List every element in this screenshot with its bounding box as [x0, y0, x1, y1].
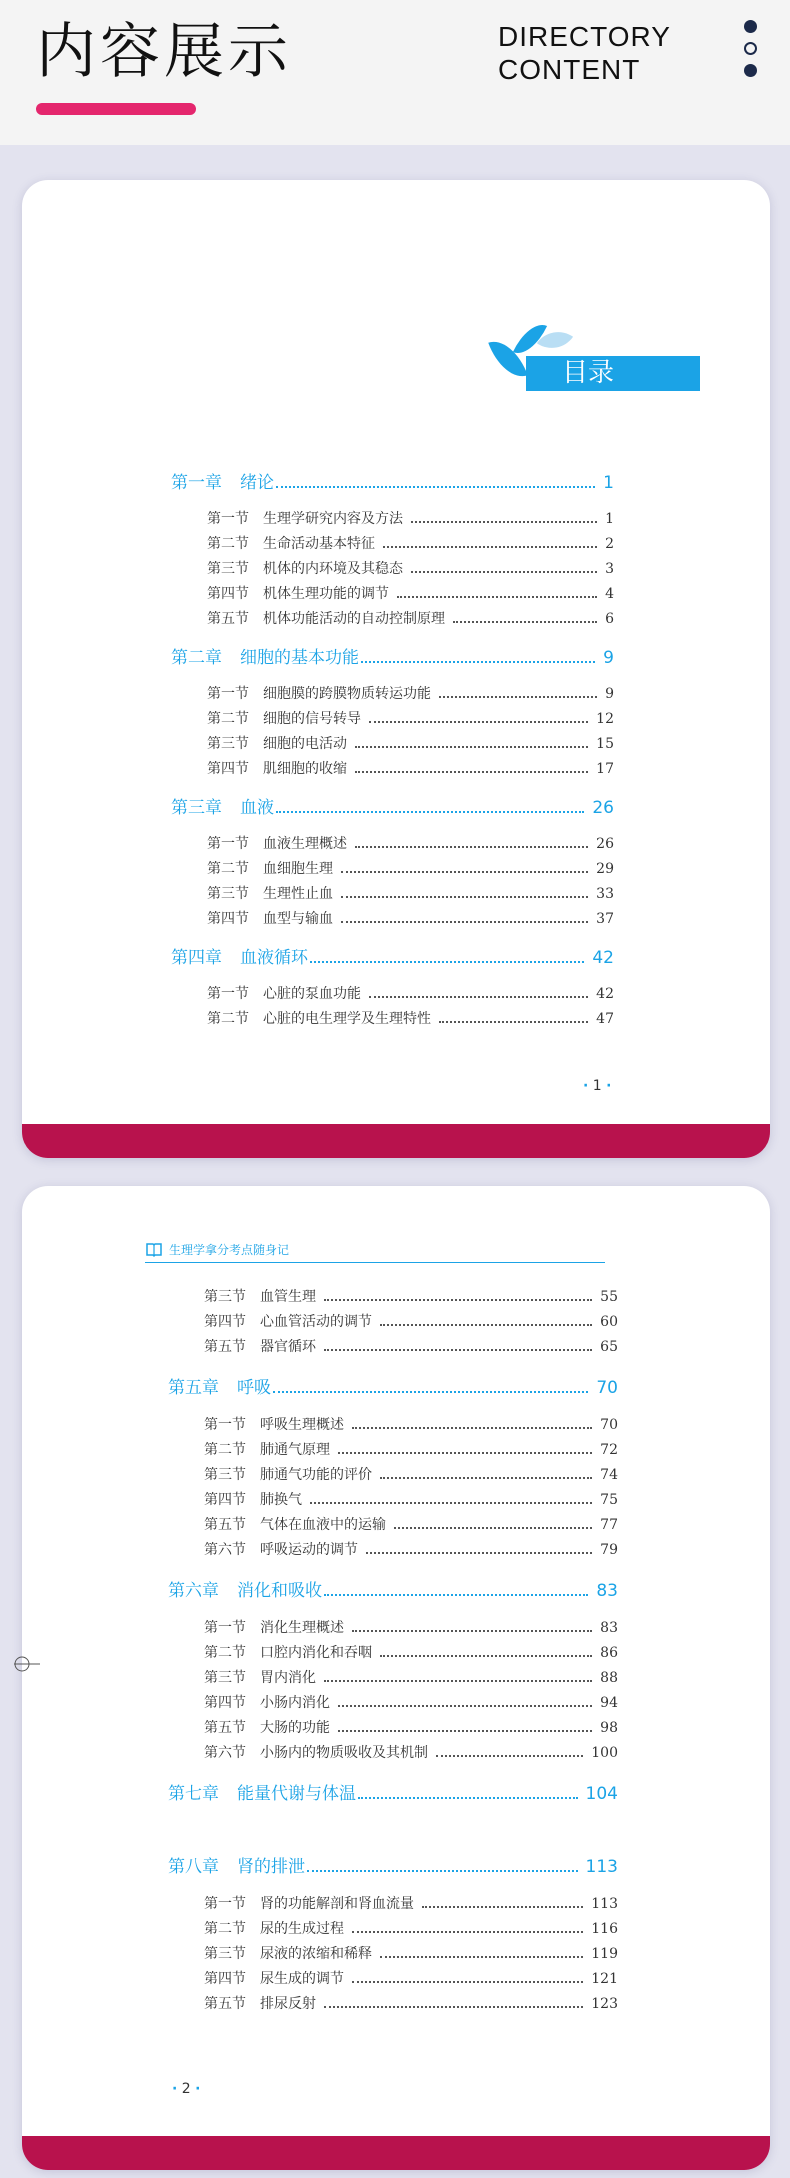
section-page: 17: [596, 761, 614, 777]
toc-section-row: [171, 832, 614, 857]
toc-section-row: [168, 1413, 618, 1438]
section-number: 第三节: [204, 1946, 246, 1962]
dot-leader: [380, 1324, 592, 1326]
dot-leader: [310, 1502, 592, 1504]
section-page: 74: [600, 1467, 618, 1483]
section-title: 消化生理概述: [260, 1620, 344, 1636]
dot-leader: [422, 1906, 583, 1908]
toc-section-row: [168, 1310, 618, 1335]
section-page: 65: [600, 1339, 618, 1355]
toc-section-row: [168, 1641, 618, 1666]
toc-section-row: [168, 1741, 618, 1766]
dot-leader: [338, 1705, 592, 1707]
section-number: 第四节: [204, 1695, 246, 1711]
toc-section-row: [171, 532, 614, 557]
toc-chapter-row: [171, 646, 614, 671]
running-head-text: 生理学拿分考点随身记: [169, 1243, 290, 1257]
chapter-title: 呼吸: [237, 1378, 271, 1398]
dot-leader: [369, 996, 588, 998]
section-title: 肾的功能解剖和肾血流量: [260, 1896, 414, 1912]
toc-section-row: [168, 1616, 618, 1641]
chapter-page: 113: [585, 1857, 618, 1877]
section-number: 第一节: [204, 1417, 246, 1433]
section-title: 心脏的电生理学及生理特性: [263, 1011, 431, 1027]
dot-leader: [358, 1797, 578, 1799]
section-title: 呼吸运动的调节: [260, 1542, 358, 1558]
section-number: 第三节: [207, 886, 249, 902]
dot-leader: [380, 1477, 592, 1479]
toc-section-row: [168, 1942, 618, 1967]
section-number: 第三节: [207, 736, 249, 752]
section-page: 29: [596, 861, 614, 877]
section-page: 72: [600, 1442, 618, 1458]
directory-label-line1: DIRECTORY: [498, 21, 671, 52]
toc-chapter-row: [168, 1855, 618, 1880]
section-page: 9: [605, 686, 614, 702]
chapter-number: 第二章: [171, 648, 222, 668]
dot-leader: [352, 1630, 592, 1632]
toc-heading: 目录: [562, 358, 615, 388]
toc-section-row: [168, 1666, 618, 1691]
chapter-title: 血液: [240, 798, 274, 818]
section-page: 113: [591, 1896, 618, 1912]
section-title: 小肠内消化: [260, 1695, 330, 1711]
page-number: · 1 ·: [583, 1078, 612, 1094]
dot-leader: [436, 1755, 583, 1757]
toc-section-row: [168, 1716, 618, 1741]
section-page: 94: [600, 1695, 618, 1711]
chapter-title: 细胞的基本功能: [240, 648, 359, 668]
section-page: 119: [591, 1946, 618, 1962]
directory-label: [498, 20, 671, 86]
section-title: 肺通气功能的评价: [260, 1467, 372, 1483]
chapter-title: 能量代谢与体温: [237, 1784, 356, 1804]
section-title: 口腔内消化和吞咽: [260, 1645, 372, 1661]
toc-section-row: [168, 1992, 618, 2017]
toc-gap: [168, 1360, 618, 1376]
section-page: 100: [591, 1745, 618, 1761]
toc-chapter-row: [171, 946, 614, 971]
toc-section-row: [168, 1967, 618, 1992]
dot-leader: [324, 1349, 592, 1351]
toc-section-row: [171, 607, 614, 632]
toc-section-row: [171, 857, 614, 882]
toc-gap: [171, 971, 614, 982]
chapter-page: 1: [603, 473, 614, 493]
section-title: 尿液的浓缩和稀释: [260, 1946, 372, 1962]
toc-chapter-row: [168, 1376, 618, 1401]
toc-section-row: [168, 1538, 618, 1563]
dot-hollow-icon: [744, 42, 757, 55]
toc-section-row: [171, 507, 614, 532]
toc-chapter-row: [168, 1579, 618, 1604]
section-page: 3: [605, 561, 614, 577]
section-title: 细胞膜的跨膜物质转运功能: [263, 686, 431, 702]
section-page: 6: [605, 611, 614, 627]
section-title: 肺换气: [260, 1492, 302, 1508]
title-underline: [36, 103, 196, 115]
section-page: 1: [605, 511, 614, 527]
toc-section-row: [171, 757, 614, 782]
section-page: 26: [596, 836, 614, 852]
toc-chapter-row: [171, 471, 614, 496]
dot-leader: [453, 621, 597, 623]
section-number: 第四节: [207, 911, 249, 927]
section-page: 60: [600, 1314, 618, 1330]
chapter-title: 血液循环: [240, 948, 308, 968]
chapter-page: 104: [585, 1784, 618, 1804]
dot-leader: [341, 921, 588, 923]
dot-leader: [324, 1299, 592, 1301]
section-title: 生理性止血: [263, 886, 333, 902]
toc-section-row: [171, 1007, 614, 1032]
chapter-page: 9: [603, 648, 614, 668]
dot-leader: [355, 771, 588, 773]
chapter-title: 消化和吸收: [237, 1581, 322, 1601]
section-number: 第五节: [204, 1996, 246, 2012]
toc-chapter-row: [171, 796, 614, 821]
section-page: 42: [596, 986, 614, 1002]
section-page: 55: [600, 1289, 618, 1305]
section-page: 83: [600, 1620, 618, 1636]
section-number: 第一节: [207, 836, 249, 852]
section-number: 第一节: [207, 511, 249, 527]
running-head-rule: [145, 1262, 605, 1263]
section-number: 第二节: [204, 1442, 246, 1458]
chapter-page: 26: [592, 798, 614, 818]
section-number: 第二节: [207, 536, 249, 552]
chapter-number: 第四章: [171, 948, 222, 968]
chapter-title: 绪论: [240, 473, 274, 493]
toc-section-row: [171, 982, 614, 1007]
section-number: 第三节: [207, 561, 249, 577]
section-page: 47: [596, 1011, 614, 1027]
dot-leader: [324, 2006, 583, 2008]
toc-section-row: [168, 1335, 618, 1360]
toc-section-row: [171, 707, 614, 732]
section-page: 70: [600, 1417, 618, 1433]
toc-section-row: [168, 1691, 618, 1716]
book-icon: [145, 1242, 163, 1258]
chapter-number: 第一章: [171, 473, 222, 493]
section-title: 心脏的泵血功能: [263, 986, 361, 1002]
toc-gap: [171, 671, 614, 682]
chapter-title: 肾的排泄: [237, 1857, 305, 1877]
toc-section-row: [168, 1285, 618, 1310]
dot-leader: [310, 961, 584, 963]
toc-gap: [168, 1839, 618, 1855]
section-number: 第二节: [207, 1011, 249, 1027]
section-page: 2: [605, 536, 614, 552]
section-number: 第四节: [204, 1492, 246, 1508]
chapter-number: 第三章: [171, 798, 222, 818]
toc-gap: [168, 1563, 618, 1579]
section-title: 血型与输血: [263, 911, 333, 927]
section-number: 第一节: [207, 686, 249, 702]
dot-leader: [411, 571, 597, 573]
toc-section-row: [171, 682, 614, 707]
section-number: 第二节: [204, 1921, 246, 1937]
section-page: 88: [600, 1670, 618, 1686]
toc-section-row: [168, 1892, 618, 1917]
toc-section-row: [168, 1488, 618, 1513]
section-title: 尿的生成过程: [260, 1921, 344, 1937]
toc-gap: [168, 1880, 618, 1892]
dot-icon: [744, 20, 757, 33]
toc-section-row: [168, 1917, 618, 1942]
dot-leader: [352, 1427, 592, 1429]
section-title: 机体功能活动的自动控制原理: [263, 611, 445, 627]
section-page: 98: [600, 1720, 618, 1736]
section-title: 气体在血液中的运输: [260, 1517, 386, 1533]
section-title: 肺通气原理: [260, 1442, 330, 1458]
section-number: 第六节: [204, 1745, 246, 1761]
dot-leader: [439, 696, 597, 698]
section-title: 细胞的电活动: [263, 736, 347, 752]
section-page: 33: [596, 886, 614, 902]
dot-leader: [366, 1552, 592, 1554]
dot-leader: [361, 661, 595, 663]
toc-list-page-2: [168, 1285, 618, 2017]
section-number: 第二节: [207, 861, 249, 877]
section-title: 机体生理功能的调节: [263, 586, 389, 602]
toc-gap: [168, 1807, 618, 1839]
toc-gap: [171, 932, 614, 946]
section-page: 121: [591, 1971, 618, 1987]
section-number: 第四节: [204, 1314, 246, 1330]
toc-gap: [171, 782, 614, 796]
dot-leader: [383, 546, 597, 548]
dot-leader: [338, 1452, 592, 1454]
dot-leader: [397, 596, 597, 598]
page-number: · 2 ·: [172, 2081, 201, 2097]
dot-leader: [380, 1655, 592, 1657]
toc-section-row: [171, 557, 614, 582]
dot-leader: [369, 721, 588, 723]
dot-leader: [352, 1981, 583, 1983]
section-page: 4: [605, 586, 614, 602]
section-page: 77: [600, 1517, 618, 1533]
section-title: 生命活动基本特征: [263, 536, 375, 552]
section-title: 细胞的信号转导: [263, 711, 361, 727]
section-number: 第二节: [204, 1645, 246, 1661]
toc-list-page-1: [171, 471, 614, 1032]
dot-leader: [355, 846, 588, 848]
section-title: 器官循环: [260, 1339, 316, 1355]
dot-leader: [276, 486, 595, 488]
chapter-number: 第六章: [168, 1581, 219, 1601]
section-number: 第四节: [207, 761, 249, 777]
section-number: 第一节: [204, 1620, 246, 1636]
section-title: 胃内消化: [260, 1670, 316, 1686]
section-number: 第一节: [204, 1896, 246, 1912]
dot-leader: [394, 1527, 592, 1529]
dot-leader: [439, 1021, 588, 1023]
dot-leader: [341, 896, 588, 898]
dot-leader: [352, 1931, 583, 1933]
toc-gap: [171, 496, 614, 507]
section-number: 第五节: [207, 611, 249, 627]
section-number: 第三节: [204, 1670, 246, 1686]
section-number: 第一节: [207, 986, 249, 1002]
section-title: 呼吸生理概述: [260, 1417, 344, 1433]
section-number: 第五节: [204, 1517, 246, 1533]
section-page: 12: [596, 711, 614, 727]
section-title: 血管生理: [260, 1289, 316, 1305]
section-page: 86: [600, 1645, 618, 1661]
section-title: 心血管活动的调节: [260, 1314, 372, 1330]
toc-gap: [168, 1766, 618, 1782]
section-title: 机体的内环境及其稳态: [263, 561, 403, 577]
section-title: 小肠内的物质吸收及其机制: [260, 1745, 428, 1761]
section-page: 37: [596, 911, 614, 927]
dot-leader: [324, 1680, 592, 1682]
dot-leader: [324, 1594, 588, 1596]
section-number: 第四节: [204, 1971, 246, 1987]
toc-section-row: [168, 1513, 618, 1538]
section-title: 大肠的功能: [260, 1720, 330, 1736]
dot-leader: [355, 746, 588, 748]
section-page: 15: [596, 736, 614, 752]
section-page: 116: [591, 1921, 618, 1937]
running-head: [145, 1241, 289, 1258]
dot-leader: [273, 1391, 588, 1393]
dot-leader: [338, 1730, 592, 1732]
chapter-number: 第八章: [168, 1857, 219, 1877]
chapter-page: 83: [596, 1581, 618, 1601]
directory-label-line2: CONTENT: [498, 54, 641, 85]
section-title: 血液生理概述: [263, 836, 347, 852]
toc-section-row: [171, 582, 614, 607]
dot-leader: [341, 871, 588, 873]
dot-leader: [307, 1870, 578, 1872]
crop-mark-icon: [14, 1652, 40, 1676]
chapter-number: 第五章: [168, 1378, 219, 1398]
section-number: 第五节: [204, 1339, 246, 1355]
dot-leader: [411, 521, 597, 523]
toc-gap: [168, 1401, 618, 1413]
toc-section-row: [168, 1463, 618, 1488]
section-title: 肌细胞的收缩: [263, 761, 347, 777]
page-title: 内容展示: [36, 17, 292, 87]
dots-decoration: [744, 20, 760, 86]
section-page: 123: [591, 1996, 618, 2012]
chapter-page: 42: [592, 948, 614, 968]
toc-gap: [171, 632, 614, 646]
section-page: 79: [600, 1542, 618, 1558]
toc-chapter-row: [168, 1782, 618, 1807]
toc-gap: [168, 1604, 618, 1616]
dot-leader: [276, 811, 584, 813]
section-number: 第五节: [204, 1720, 246, 1736]
chapter-page: 70: [596, 1378, 618, 1398]
dot-icon: [744, 64, 757, 77]
page-footer-band: [22, 2136, 770, 2170]
toc-section-row: [171, 907, 614, 932]
toc-section-row: [171, 882, 614, 907]
section-title: 生理学研究内容及方法: [263, 511, 403, 527]
page-footer-band: [22, 1124, 770, 1158]
page-header: [0, 0, 790, 145]
chapter-number: 第七章: [168, 1784, 219, 1804]
section-number: 第二节: [207, 711, 249, 727]
section-number: 第三节: [204, 1467, 246, 1483]
section-number: 第四节: [207, 586, 249, 602]
section-title: 血细胞生理: [263, 861, 333, 877]
toc-gap: [171, 821, 614, 832]
section-title: 排尿反射: [260, 1996, 316, 2012]
toc-section-row: [171, 732, 614, 757]
section-number: 第六节: [204, 1542, 246, 1558]
section-number: 第三节: [204, 1289, 246, 1305]
section-title: 尿生成的调节: [260, 1971, 344, 1987]
section-page: 75: [600, 1492, 618, 1508]
toc-section-row: [168, 1438, 618, 1463]
dot-leader: [380, 1956, 583, 1958]
